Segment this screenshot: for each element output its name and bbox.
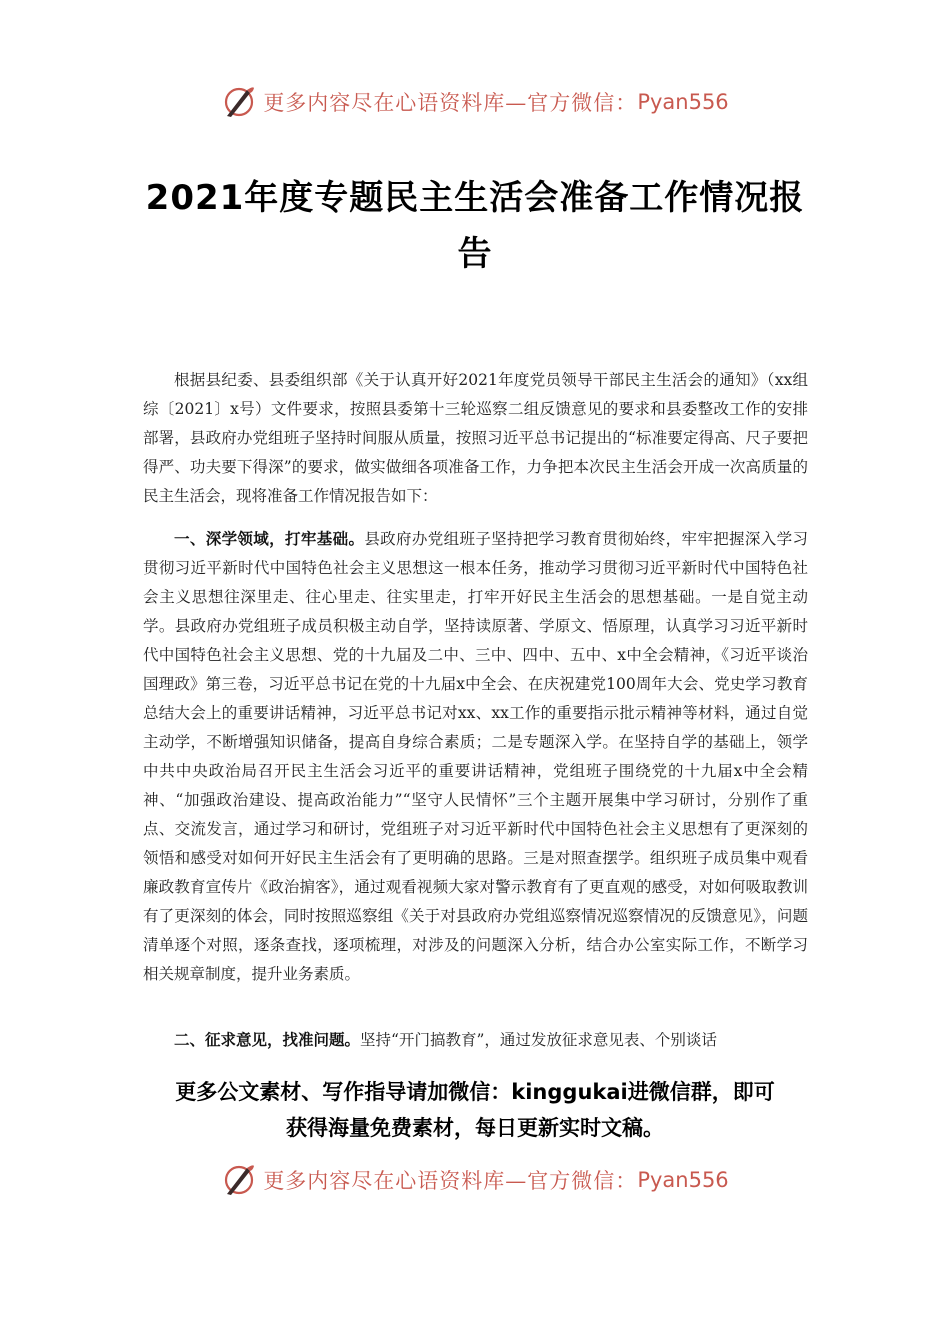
promo-notice — [120, 1074, 830, 1146]
quill-logo-icon — [221, 1162, 257, 1198]
section-1 — [143, 525, 808, 989]
footer-banner — [0, 1158, 950, 1202]
banner-slogan: 更多内容尽在心语资料库—官方微信： — [263, 91, 638, 115]
promo-line-1: 更多公文素材、写作指导请加微信：kinggukai进微信群，即可 — [175, 1080, 775, 1104]
section-1-body: 县政府办党组班子坚持把学习教育贯彻始终，牢牢把握深入学习贯彻习近平新时代中国特色社会主义思想这一根本任务，推动学习贯彻习近平新时代中国特色社会主义思想往深里走、往心里走、往实里走，打牢开好民主生活会的思想基础。一是自觉主动学。县政府办党组班子成员积极主动自学，坚持读原著、学原文、悟原理，认真学习习近平新时代中国特色社会主义思想、党的十九届及二中、三中、四中、五中、x中全会精神，《习近平谈治国理政》第三卷，习近平总书记在党的十九届x中全会、在庆祝建党100周年大会、党史学习教育总结大会上的重要讲话精神，习近平总书记对xx、xx工作的重要指示批示精神等材料，通过自觉主动学，不断增强知识储备，提高自身综合素质；二是专题深入学。在坚持自学的基础上，领学中共中央政治局召开民主生活会习近平的重要讲话精神，党组班子围绕党的十九届x中全会精神、“加强政治建设、提高政治能力”“坚守人民情怀”三个主题开展集中学习研讨，分别作了重点、交流发言，通过学习和研讨，党组班子对习近平新时代中国特色社会主义思想有了更深刻的领悟和感受对如何开好民主生活会有了更明确的思路。三是对照查摆学。组织班子成员集中观看廉政教育宣传片《政治掮客》，通过观看视频大家对警示教育有了更直观的感受，对如何吸取教训有了更深刻的体会，同时按照巡察组《关于对县政府办党组巡察情况巡察情况的反馈意见》，问题清单逐个对照，逐条查找，逐项梳理，对涉及的问题深入分析，结合办公室实际工作，不断学习相关规章制度，提升业务素质。 — [143, 530, 808, 983]
header-banner — [0, 80, 950, 124]
intro-text: 根据县纪委、县委组织部《关于认真开好2021年度党员领导干部民主生活会的通知》（xx组综〔2021〕x号）文件要求，按照县委第十三轮巡察二组反馈意见的要求和县委整改工作的安排部署，县政府办党组班子坚持时间服从质量，按照习近平总书记提出的“标准要定得高、尺子要把得严、功夫要下得深”的要求，做实做细各项准备工作，力争把本次民主生活会开成一次高质量的民主生活会，现将准备工作情况报告如下： — [143, 371, 808, 505]
promo-line-2: 获得海量免费素材，每日更新实时文稿。 — [286, 1116, 664, 1140]
intro-paragraph — [143, 366, 808, 511]
quill-logo-icon — [221, 84, 257, 120]
banner-slogan: 更多内容尽在心语资料库—官方微信： — [263, 1169, 638, 1193]
document-title: 2021年度专题民主生活会准备工作情况报告 — [145, 178, 805, 274]
section-1-heading: 一、深学领域，打牢基础。 — [174, 530, 365, 548]
section-2 — [143, 1026, 808, 1055]
section-2-body: 坚持“开门搞教育”，通过发放征求意见表、个别谈话 — [360, 1031, 717, 1049]
banner-wechat-id: Pyan556 — [637, 90, 729, 114]
banner-wechat-id: Pyan556 — [637, 1168, 729, 1192]
section-2-heading: 二、征求意见，找准问题。 — [174, 1031, 361, 1049]
